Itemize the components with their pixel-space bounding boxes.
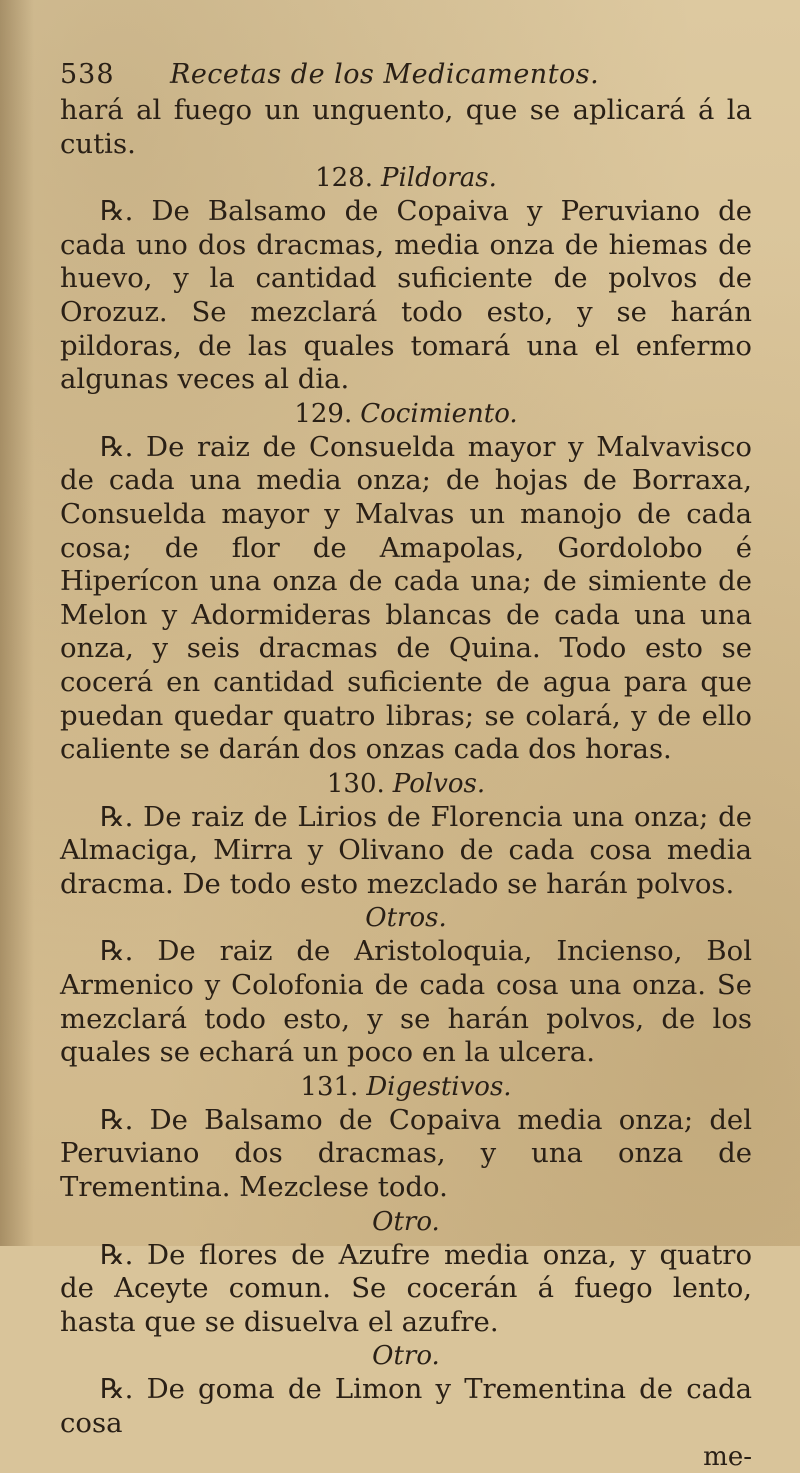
recipe-heading-otro-1	[60, 1205, 752, 1239]
page-edge-shadow	[0, 0, 34, 1246]
recipe-title: Otros.	[365, 903, 447, 934]
recipe-title: Digestivos.	[366, 1071, 512, 1102]
catchword: me-	[703, 1441, 752, 1472]
recipe-title: Otro.	[372, 1206, 440, 1237]
continuation-line: hará al fuego un unguento, que se aplicará á la cutis.	[60, 94, 752, 160]
recipe-text-128: ℞. De Balsamo de Copaiva y Peruviano de cada uno dos dracmas, media onza de hiemas de huevo, y la cantidad suficiente de polvos de Orozuz. Se mezclará todo esto, y se harán pildoras, de las quales tomará una el enfermo algunas veces al dia.	[60, 195, 752, 396]
recipe-text-129: ℞. De raiz de Consuelda mayor y Malvavisco de cada una media onza; de hojas de Borraxa, Consuelda mayor y Malvas un manojo de cada cosa; de flor de Amapolas, Gordolobo é Hiperícon una onza de cada una; de simiente de Melon y Adormideras blancas de cada una una onza, y seis dracmas de Quina. Todo esto se cocerá en cantidad suficiente de agua para que puedan quedar quatro libras; se colará, y de ello caliente se darán dos onzas cada dos horas.	[60, 430, 752, 766]
recipe-heading-129	[60, 397, 752, 431]
recipe-title: Cocimiento.	[360, 398, 518, 429]
page-number: 538	[60, 59, 115, 90]
recipe-text-otro-2: ℞. De goma de Limon y Trementina de cada cosa	[60, 1373, 752, 1439]
recipe-title: Polvos.	[392, 768, 486, 799]
recipe-title: Otro.	[372, 1341, 440, 1372]
recipe-heading-otros	[60, 901, 752, 935]
recipe-text-131: ℞. De Balsamo de Copaiva media onza; del Peruviano dos dracmas, y una onza de Trementina. Mezclese todo.	[60, 1103, 752, 1204]
recipe-number: 131.	[300, 1071, 359, 1102]
recipe-number: 130.	[326, 768, 385, 799]
page-body	[60, 94, 752, 1473]
recipe-heading-128	[60, 161, 752, 195]
recipe-title: Pildoras.	[380, 163, 497, 194]
recipe-heading-otro-2	[60, 1339, 752, 1373]
recipe-number: 128.	[315, 163, 373, 194]
recipe-heading-131	[60, 1070, 752, 1104]
recipe-text-otro-1: ℞. De flores de Azufre media onza, y quatro de Aceyte comun. Se cocerán á fuego lento, hasta que se disuelva el azufre.	[60, 1238, 752, 1338]
running-title: Recetas de los Medicamentos.	[170, 59, 600, 90]
recipe-number: 129.	[294, 398, 353, 429]
running-header	[60, 58, 752, 92]
recipe-text-otros: ℞. De raiz de Aristoloquia, Incienso, Bol Armenico y Colofonia de cada cosa una onza. Se mezclará todo esto, y se harán polvos, de los quales se echará un poco en la ulcera.	[60, 935, 752, 1069]
recipe-heading-130	[60, 767, 752, 801]
recipe-text-130: ℞. De raiz de Lirios de Florencia una onza; de Almaciga, Mirra y Olivano de cada cosa media dracma. De todo esto mezclado se harán polvos.	[60, 800, 752, 900]
